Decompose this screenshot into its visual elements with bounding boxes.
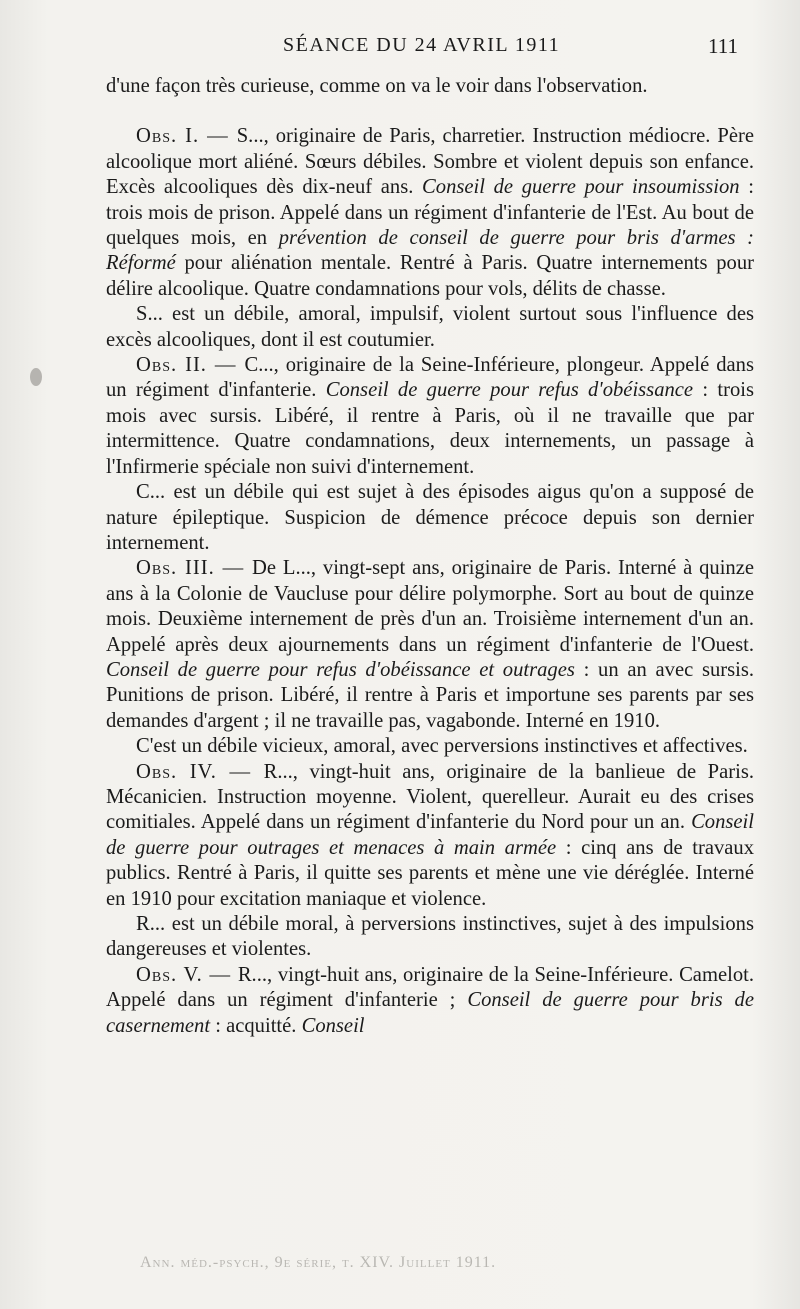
observation-label: Obs. V. — [136,963,238,986]
italic-run: Conseil de guerre pour refus d'obéissance et outrages [106,658,575,681]
running-head: SÉANCE DU 24 AVRIL 1911 [283,34,561,56]
observation-1-summary [106,302,754,353]
text-run: S..., originaire de Paris, charretier. Instruction médiocre. Père alcoolique mort aliéné. Sœurs débiles. Sombre et violent depuis son enfance. Excès alcooliques dès dix-neuf ans. [106,125,754,199]
observation-4-summary [106,912,754,963]
italic-run: Conseil de guerre pour bris de casernement [106,989,754,1037]
text-run: De L..., vingt-sept ans, originaire de Paris. Interné à quinze ans à la Colonie de Vaucluse pour délire polymorphe. Sort au bout de quinze mois. Deuxième internement de près d'un an. Troisième internement d'un an. Appelé après deux ajournements dans un régiment d'infanterie de l'Ouest. [106,557,754,656]
italic-run: prévention de conseil de guerre pour bris d'armes : Réformé [106,227,754,275]
italic-run: Conseil de guerre pour outrages et menaces à main armée [106,811,754,859]
observation-1 [106,124,754,302]
paragraph-intro [106,74,754,99]
text-run: : trois mois de prison. Appelé dans un régiment d'infanterie de l'Est. Au bout de quelques mois, en [106,176,754,250]
page-header [0,34,800,64]
italic-run: Conseil de guerre pour refus d'obéissance [325,379,694,402]
body-text [106,74,754,1039]
observation-3-summary [106,734,754,759]
text-run: : acquitté. [210,1014,302,1037]
text-run: C..., originaire de la Seine-Inférieure, plongeur. Appelé dans un régiment d'infanterie. [106,354,754,402]
observation-label: Obs. II. — [136,354,245,377]
observation-label: Obs. I. — [136,125,237,148]
observation-label: Obs. III. — [136,557,253,580]
observation-4 [106,760,754,912]
text-run: pour aliénation mentale. Rentré à Paris. Quatre internements pour délire alcoolique. Quatre condamnations pour vols, délits de chasse. [106,252,754,300]
text-run: C... est un débile qui est sujet à des épisodes aigus qu'on a supposé de nature épileptique. Suspicion de démence précoce depuis son dernier internement. [106,481,754,554]
text-run: S... est un débile, amoral, impulsif, violent surtout sous l'influence des excès alcooliques, dont il est coutumier. [106,303,754,351]
text-run: : trois mois avec sursis. Libéré, il rentre à Paris, où il ne travaille que par intermittence. Quatre condamnations, deux internements, un passage à l'Infirmerie spéciale non suivi d'internement. [106,379,754,478]
observation-2 [106,353,754,480]
observation-3 [106,556,754,734]
italic-run: Conseil de guerre pour insoumission [422,176,740,199]
page-blemish [30,368,42,386]
observation-2-summary [106,480,754,556]
page-number: 111 [708,34,738,58]
text-run: : cinq ans de travaux publics. Rentré à Paris, il quitte ses parents et mène une vie déréglée. Interné en 1910 pour excitation maniaque et violence. [106,836,754,910]
italic-run: Conseil [301,1014,365,1037]
text-run: d'une façon très curieuse, comme on va le voir dans l'observation. [106,75,648,97]
text-run: C'est un débile vicieux, amoral, avec perversions instinctives et affectives. [136,735,748,758]
text-run: R..., vingt-huit ans, originaire de la Seine-Inférieure. Camelot. Appelé dans un régiment d'infanterie ; [106,963,754,1012]
observation-label: Obs. IV. — [136,760,264,783]
text-run: : un an avec sursis. Punitions de prison. Libéré, il rentre à Paris et importune ses parents par ses demandes d'argent ; il ne travaille pas, vagabonde. Interné en 1910. [106,658,755,732]
text-run: R... est un débile moral, à perversions instinctives, sujet à des impulsions dangereuses et violentes. [106,913,754,961]
footer-citation: Ann. méd.-psych., 9e série, t. XIV. Juillet 1911. [140,1254,497,1271]
observation-5 [106,963,754,1039]
text-run: R..., vingt-huit ans, originaire de la banlieue de Paris. Mécanicien. Instruction moyenne. Violent, querelleur. Aurait eu des crises comitiales. Appelé dans un régiment d'infanterie du Nord pour un an. [106,760,754,834]
